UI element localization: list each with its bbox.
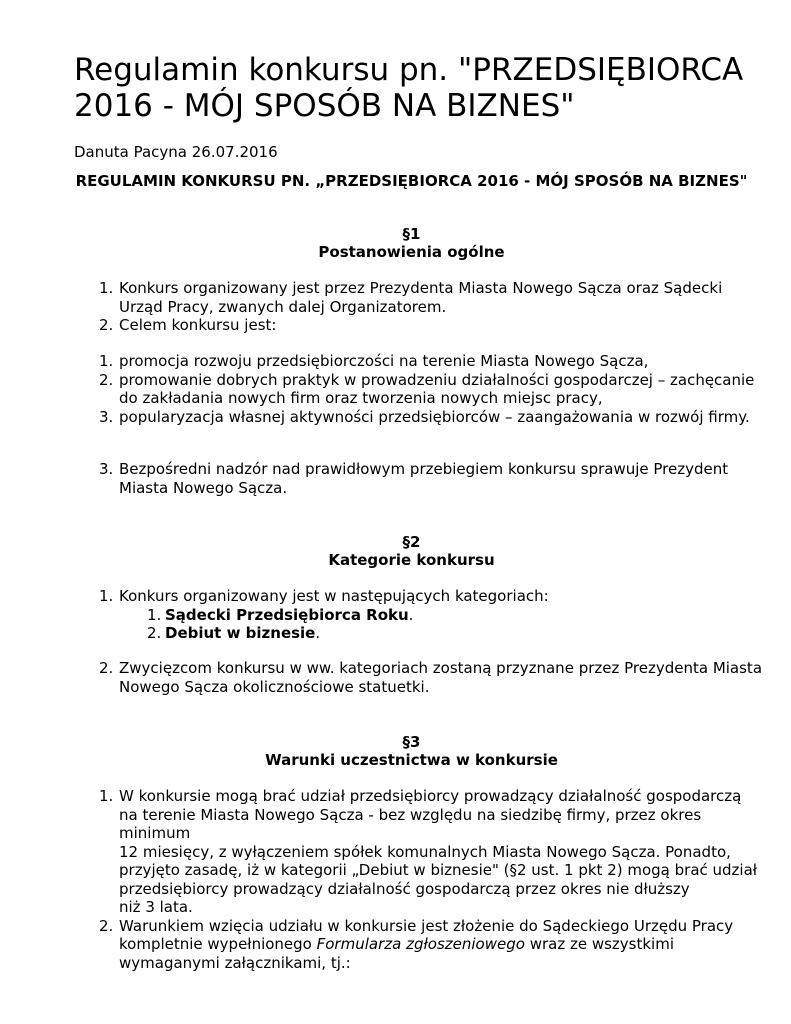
list-item-text: Celem konkursu jest: — [119, 316, 277, 334]
list-item-text: Konkurs organizowany jest w następujących kategoriach: — [119, 587, 549, 605]
category-item — [119, 624, 764, 643]
list-item-text: Warunkiem wzięcia udziału w konkursie jest złożenie do Sądeckiego Urzędu Pracy kompletnie wypełnionego — [119, 916, 734, 953]
category-suffix: . — [408, 605, 414, 624]
list-item-text: Bezpośredni nadzór nad prawidłowym przebiegiem konkursu sprawuje Prezydent Miasta Nowego Sącza. — [119, 460, 729, 497]
section-3-number: §3 — [402, 733, 421, 751]
list-item-text: Zwycięzcom konkursu w ww. kategoriach zostaną przyznane przez Prezydenta Miasta Nowego Sącza okolicznościowe statuetki. — [119, 659, 763, 696]
list-item-number: 2. — [99, 916, 114, 935]
section-2-list-b — [74, 659, 764, 696]
list-item — [74, 787, 764, 917]
list-item-number: 3. — [99, 407, 114, 426]
list-item-line: W konkursie mogą brać udział przedsiębiorcy prowadzący działalność gospodarczą na terenie Miasta Nowego Sącza - bez względu na siedzibę firmy, przez okres minimum — [119, 787, 742, 842]
list-item-number: 3. — [99, 460, 114, 478]
list-item-line: niż 3 lata. — [119, 898, 193, 916]
list-item — [74, 316, 764, 335]
list-item — [74, 408, 764, 427]
list-item-number: 1. — [99, 279, 114, 297]
author-date: Danuta Pacyna 26.07.2016 — [74, 143, 278, 161]
list-item-number: 1. — [99, 787, 114, 805]
list-item — [74, 460, 764, 497]
section-3-list — [74, 787, 764, 972]
section-1-list-c — [74, 460, 764, 497]
section-1-number: §1 — [402, 225, 421, 243]
page-title: Regulamin konkursu pn. "PRZEDSIĘBIORCA 2016 - MÓJ SPOSÓB NA BIZNES" — [74, 52, 744, 124]
category-name: Debiut w biznesie — [165, 624, 316, 642]
section-2-list — [74, 587, 764, 643]
category-list — [119, 606, 764, 643]
list-item — [74, 659, 764, 696]
list-item-number: 2. — [99, 370, 114, 389]
section-2-title: Kategorie konkursu — [328, 551, 495, 569]
list-item-line: 12 miesięcy, z wyłączeniem spółek komunalnych Miasta Nowego Sącza. Ponadto, przyjęto zasadę, iż w kategorii „Debiut w biznesie" (§2 ust. 1 pkt 2) mogą brać udział przedsiębiorcy prowadzący działalność gospodarczą przez okres nie dłuższy — [119, 842, 758, 898]
section-2-number: §2 — [402, 533, 421, 551]
category-number: 2. — [147, 624, 162, 642]
list-item-number: 1. — [99, 587, 114, 605]
list-item — [74, 371, 764, 408]
form-name: Formularza zgłoszeniowego — [316, 935, 525, 953]
list-item — [74, 279, 764, 316]
section-1-list-b — [74, 352, 764, 426]
section-1-title: Postanowienia ogólne — [318, 243, 505, 261]
section-1-list-a — [74, 279, 764, 335]
list-item-text: promowanie dobrych praktyk w prowadzeniu działalności gospodarczej – zachęcanie do zakładania nowych firm oraz tworzenia nowych miejsc pracy, — [119, 370, 755, 407]
section-3-title: Warunki uczestnictwa w konkursie — [265, 751, 558, 769]
category-item — [119, 606, 764, 625]
list-item-text: popularyzacja własnej aktywności przedsiębiorców – zaangażowania w rozwój firmy. — [119, 407, 750, 426]
list-item-text: wraz ze wszystkimi wymaganymi załącznikami, tj.: — [119, 935, 674, 972]
list-item — [74, 587, 764, 643]
document-heading: REGULAMIN KONKURSU PN. „PRZEDSIĘBIORCA 2016 - MÓJ SPOSÓB NA BIZNES" — [75, 172, 748, 190]
list-item — [74, 352, 764, 371]
list-item-text: Konkurs organizowany jest przez Prezydenta Miasta Nowego Sącza oraz Sądecki Urząd Pracy, zwanych dalej Organizatorem. — [119, 279, 723, 316]
list-item-number: 2. — [99, 659, 114, 677]
list-item-text: promocja rozwoju przedsiębiorczości na terenie Miasta Nowego Sącza, — [119, 352, 649, 370]
list-item-number: 2. — [99, 316, 114, 334]
category-name: Sądecki Przedsiębiorca Roku — [165, 605, 409, 624]
category-suffix: . — [315, 624, 321, 642]
list-item-number: 1. — [99, 352, 114, 370]
list-item — [74, 917, 764, 973]
category-number: 1. — [147, 605, 162, 624]
